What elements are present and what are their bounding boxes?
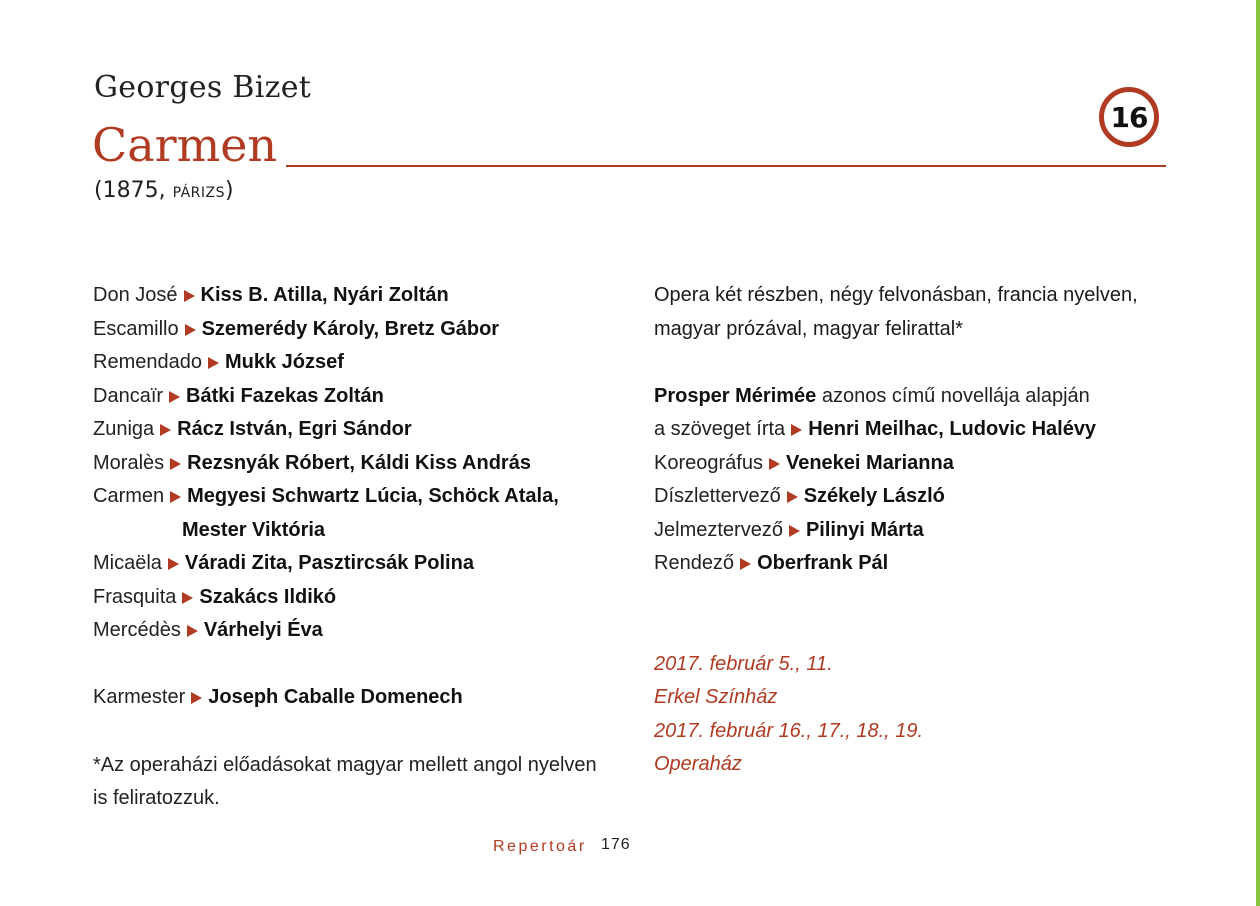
cast-row xyxy=(93,315,613,349)
cast-role: Dancaïr xyxy=(93,384,164,407)
cast-role: Remendado xyxy=(93,351,202,373)
arrow-icon xyxy=(208,357,219,369)
cast-name: Rácz István, Egri Sándor xyxy=(177,418,412,440)
creative-role: Rendező xyxy=(654,552,735,574)
arrow-icon xyxy=(789,525,800,537)
creative-row xyxy=(654,449,1174,483)
cast-row xyxy=(93,449,613,483)
cast-role: Carmen xyxy=(93,485,165,507)
cast-role: Zuniga xyxy=(93,418,155,440)
info-line: Opera két részben, négy felvonásban, francia nyelven, xyxy=(654,284,1138,306)
cast-list xyxy=(93,281,613,717)
cast-row-continued xyxy=(93,516,613,550)
cast-role: Mercédès xyxy=(93,619,181,641)
creative-row xyxy=(654,549,1174,583)
age-rating-badge: 16 xyxy=(1099,87,1159,147)
premiere-year: (1875, xyxy=(94,178,173,203)
opera-title: Carmen xyxy=(92,118,278,172)
cast-name: Megyesi Schwartz Lúcia, Schöck Atala, xyxy=(187,485,559,507)
footer-section: Repertoár xyxy=(493,838,587,855)
conductor-name: Joseph Caballe Domenech xyxy=(208,686,463,708)
arrow-icon xyxy=(740,558,751,570)
cast-role: Moralès xyxy=(93,451,165,474)
cast-name: Bátki Fazekas Zoltán xyxy=(186,384,384,407)
conductor-role: Karmester xyxy=(93,686,186,708)
title-rule xyxy=(286,165,1166,167)
cast-row xyxy=(93,281,613,315)
source-line xyxy=(654,382,1174,416)
cast-role: Micaëla xyxy=(93,552,162,574)
cast-name: Váradi Zita, Pasztircsák Polina xyxy=(184,552,474,574)
source-text: azonos című novellája alapján xyxy=(816,384,1090,407)
premiere-close: ) xyxy=(225,178,234,203)
cast-role: Frasquita xyxy=(93,585,177,608)
performance-dates: 2017. február 5., 11. xyxy=(654,652,833,675)
cast-name: Szakács Ildikó xyxy=(199,585,337,608)
cast-name: Rezsnyák Róbert, Káldi Kiss András xyxy=(187,451,531,474)
arrow-icon xyxy=(185,324,196,336)
performance-venue: Operaház xyxy=(654,753,742,775)
conductor-row xyxy=(93,683,613,717)
arrow-icon xyxy=(170,458,181,470)
cast-row xyxy=(93,482,613,516)
arrow-icon xyxy=(787,491,798,503)
arrow-icon xyxy=(769,458,780,470)
subtitle-note: *Az operaházi előadásokat magyar mellett angol nyelven is feliratozzuk. xyxy=(93,754,597,809)
cast-role: Escamillo xyxy=(93,317,179,340)
creative-name: Venekei Marianna xyxy=(785,451,954,474)
cast-row xyxy=(93,348,613,382)
libretto-row xyxy=(654,415,1174,449)
cast-row xyxy=(93,583,613,617)
cast-name: Mukk József xyxy=(224,351,344,373)
cast-name: Kiss B. Atilla, Nyári Zoltán xyxy=(200,284,449,306)
arrow-icon xyxy=(170,491,181,503)
cast-row xyxy=(93,549,613,583)
arrow-icon xyxy=(191,692,202,704)
libretto-names: Henri Meilhac, Ludovic Halévy xyxy=(808,418,1097,440)
arrow-icon xyxy=(184,290,195,302)
premiere-city: PÁRIZS xyxy=(172,185,226,201)
cast-name: Mester Viktória xyxy=(182,518,326,541)
arrow-icon xyxy=(187,625,198,637)
arrow-icon xyxy=(160,424,171,436)
cast-role: Don José xyxy=(93,284,178,306)
source-author: Prosper Mérimée xyxy=(654,384,817,407)
creative-role: Koreográfus xyxy=(654,451,763,474)
page-edge-strip xyxy=(1256,0,1260,906)
creative-name: Oberfrank Pál xyxy=(757,552,889,574)
creative-name: Pilinyi Márta xyxy=(805,518,924,541)
creative-row xyxy=(654,482,1174,516)
arrow-icon xyxy=(168,558,179,570)
cast-name: Várhelyi Éva xyxy=(203,619,323,641)
cast-row xyxy=(93,616,613,650)
info-line: magyar prózával, magyar felirattal* xyxy=(654,317,964,340)
creative-role: Jelmeztervező xyxy=(654,518,783,541)
performance-dates: 2017. február 16., 17., 18., 19. xyxy=(654,719,924,742)
cast-row xyxy=(93,415,613,449)
cast-row xyxy=(93,382,613,416)
creative-role: Díszlettervező xyxy=(654,485,781,507)
cast-name: Szemerédy Károly, Bretz Gábor xyxy=(201,317,500,340)
premiere-info xyxy=(94,178,234,203)
composer-name: Georges Bizet xyxy=(94,70,312,105)
page-number: 176 xyxy=(601,836,631,853)
performance-venue: Erkel Színház xyxy=(654,686,778,708)
arrow-icon xyxy=(182,592,193,604)
production-info xyxy=(654,281,1174,784)
arrow-icon xyxy=(169,391,180,403)
creative-name: Székely László xyxy=(803,485,945,507)
arrow-icon xyxy=(791,424,802,436)
libretto-label: a szöveget írta xyxy=(654,418,786,440)
creative-row xyxy=(654,516,1174,550)
